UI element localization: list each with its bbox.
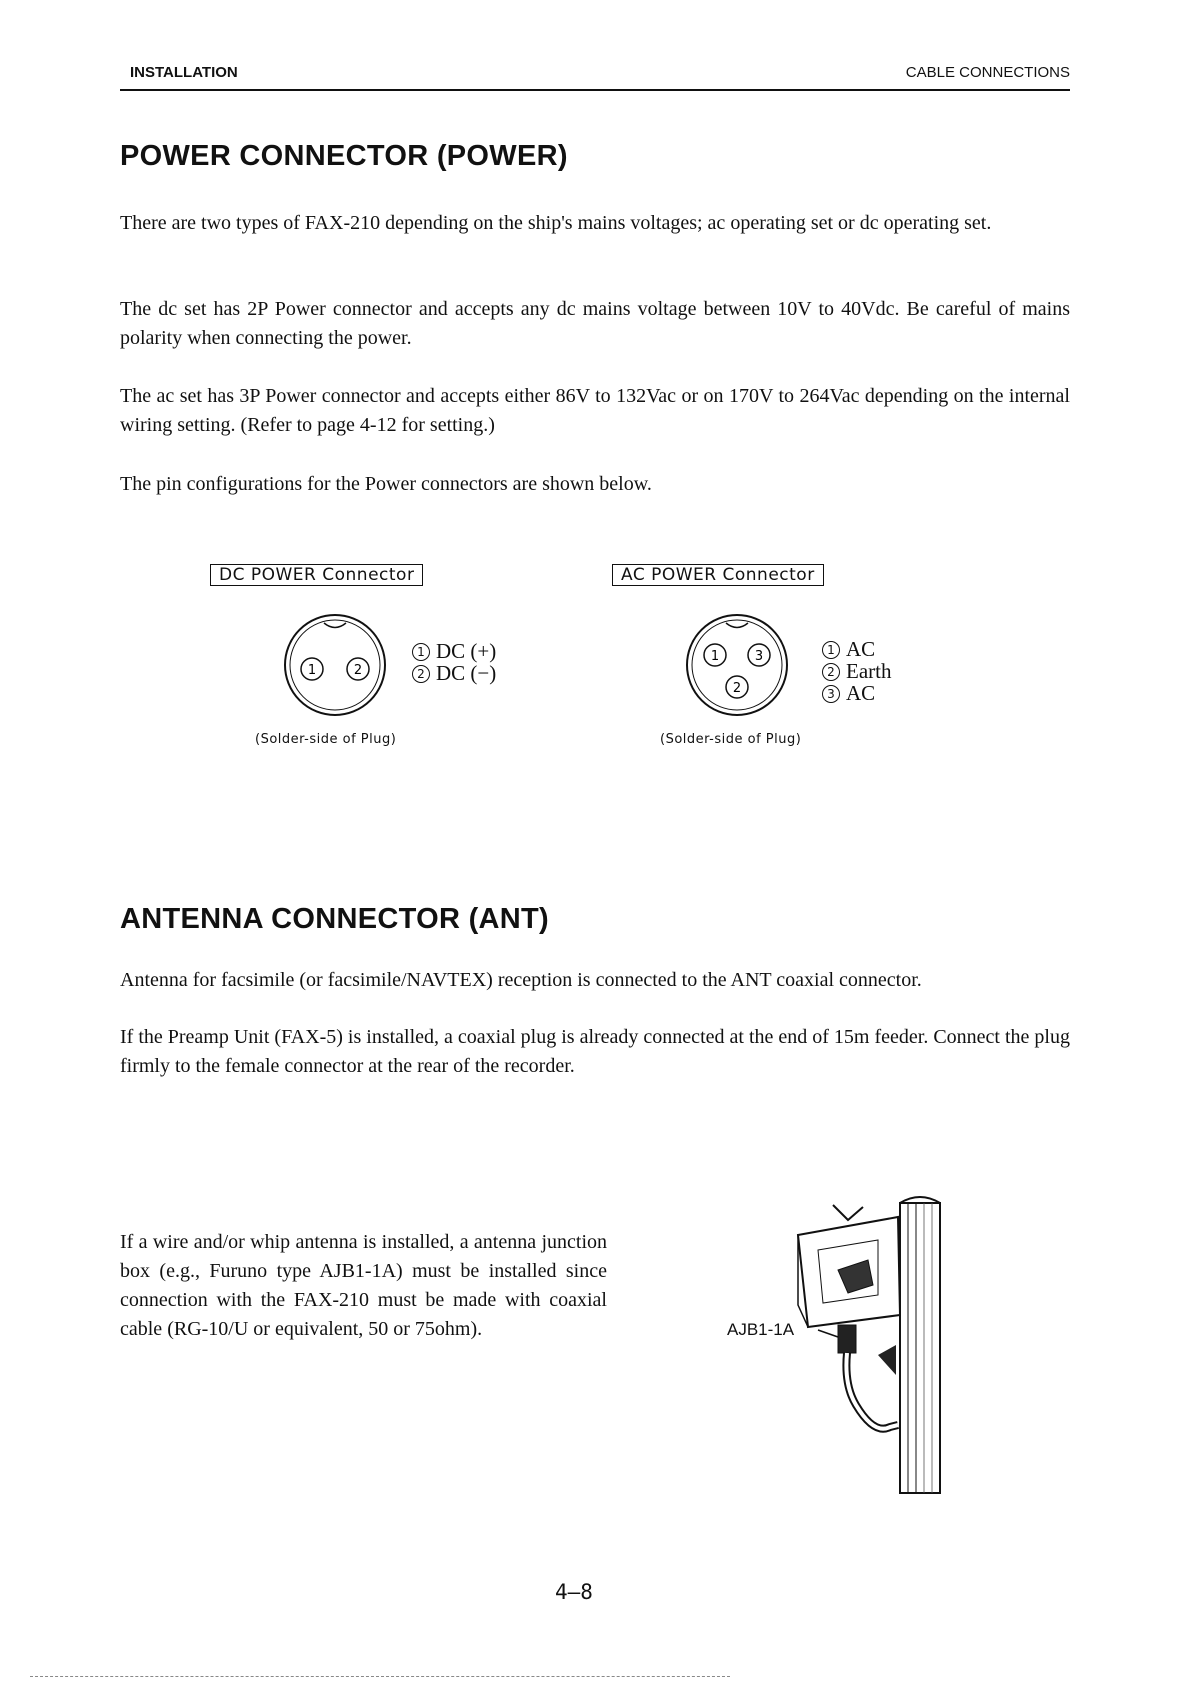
header-rule [120,89,1070,91]
antenna-section-title: ANTENNA CONNECTOR (ANT) [120,903,549,935]
dc-connector-figure [210,565,423,586]
dc-pin-2: 2 DC (−) [412,662,496,684]
ac-pin-2: 2 Earth [822,660,891,682]
running-header-topic: CABLE CONNECTIONS [905,64,1070,81]
svg-text:1: 1 [710,649,720,664]
power-paragraph-1: There are two types of FAX-210 depending on the ship's mains voltages; ac operating set or dc operating set. [120,212,992,234]
dc-caption: (Solder-side of Plug) [255,732,397,747]
ac-pin-1: 1 AC [822,638,891,660]
antenna-paragraph-3: If a wire and/or whip antenna is installed, a antenna junction box (e.g., Furuno type AJB1-1A) must be installed since connection with the FAX-210 must be made with coaxial cable (RG-10/U or equivalent, 50 or 75ohm). [120,1231,607,1340]
svg-text:2: 2 [732,681,742,696]
power-paragraph-2: The dc set has 2P Power connector and accepts any dc mains voltage between 10V to 40Vdc. Be careful of mains polarity when connecting the power. [120,298,1070,349]
dc-pin-list [412,640,496,684]
power-paragraph-3: The ac set has 3P Power connector and accepts either 86V to 132Vac or on 170V to 264Vac depending on the internal wiring setting. (Refer to page 4-12 for setting.) [120,385,1070,436]
junction-box-label: AJB1-1A [727,1320,795,1339]
ac-connector-figure [612,565,824,586]
ac-caption: (Solder-side of Plug) [660,732,802,747]
svg-text:2: 2 [353,663,363,678]
svg-text:1: 1 [307,663,317,678]
running-header-section: INSTALLATION [130,64,238,81]
dc-connector-label: DC POWER Connector [210,564,423,586]
antenna-paragraph-1: Antenna for facsimile (or facsimile/NAVTEX) reception is connected to the ANT coaxial connector. [120,969,922,991]
dc-plug-diagram [280,610,390,720]
footer-rule [30,1676,730,1677]
ac-plug-diagram [682,610,792,720]
power-section-title: POWER CONNECTOR (POWER) [120,140,568,172]
svg-text:3: 3 [754,649,764,664]
junction-box-illustration [778,1195,968,1495]
dc-pin-1: 1 DC (+) [412,640,496,662]
ac-pin-3: 3 AC [822,682,891,704]
ac-connector-label: AC POWER Connector [612,564,824,586]
ac-pin-list [822,638,891,704]
power-paragraph-4: The pin configurations for the Power connectors are shown below. [120,473,652,495]
antenna-paragraph-2: If the Preamp Unit (FAX-5) is installed, a coaxial plug is already connected at the end of 15m feeder. Connect the plug firmly to the female connector at the rear of the recorder. [120,1026,1070,1077]
page-number: 4—8 [555,1580,593,1604]
